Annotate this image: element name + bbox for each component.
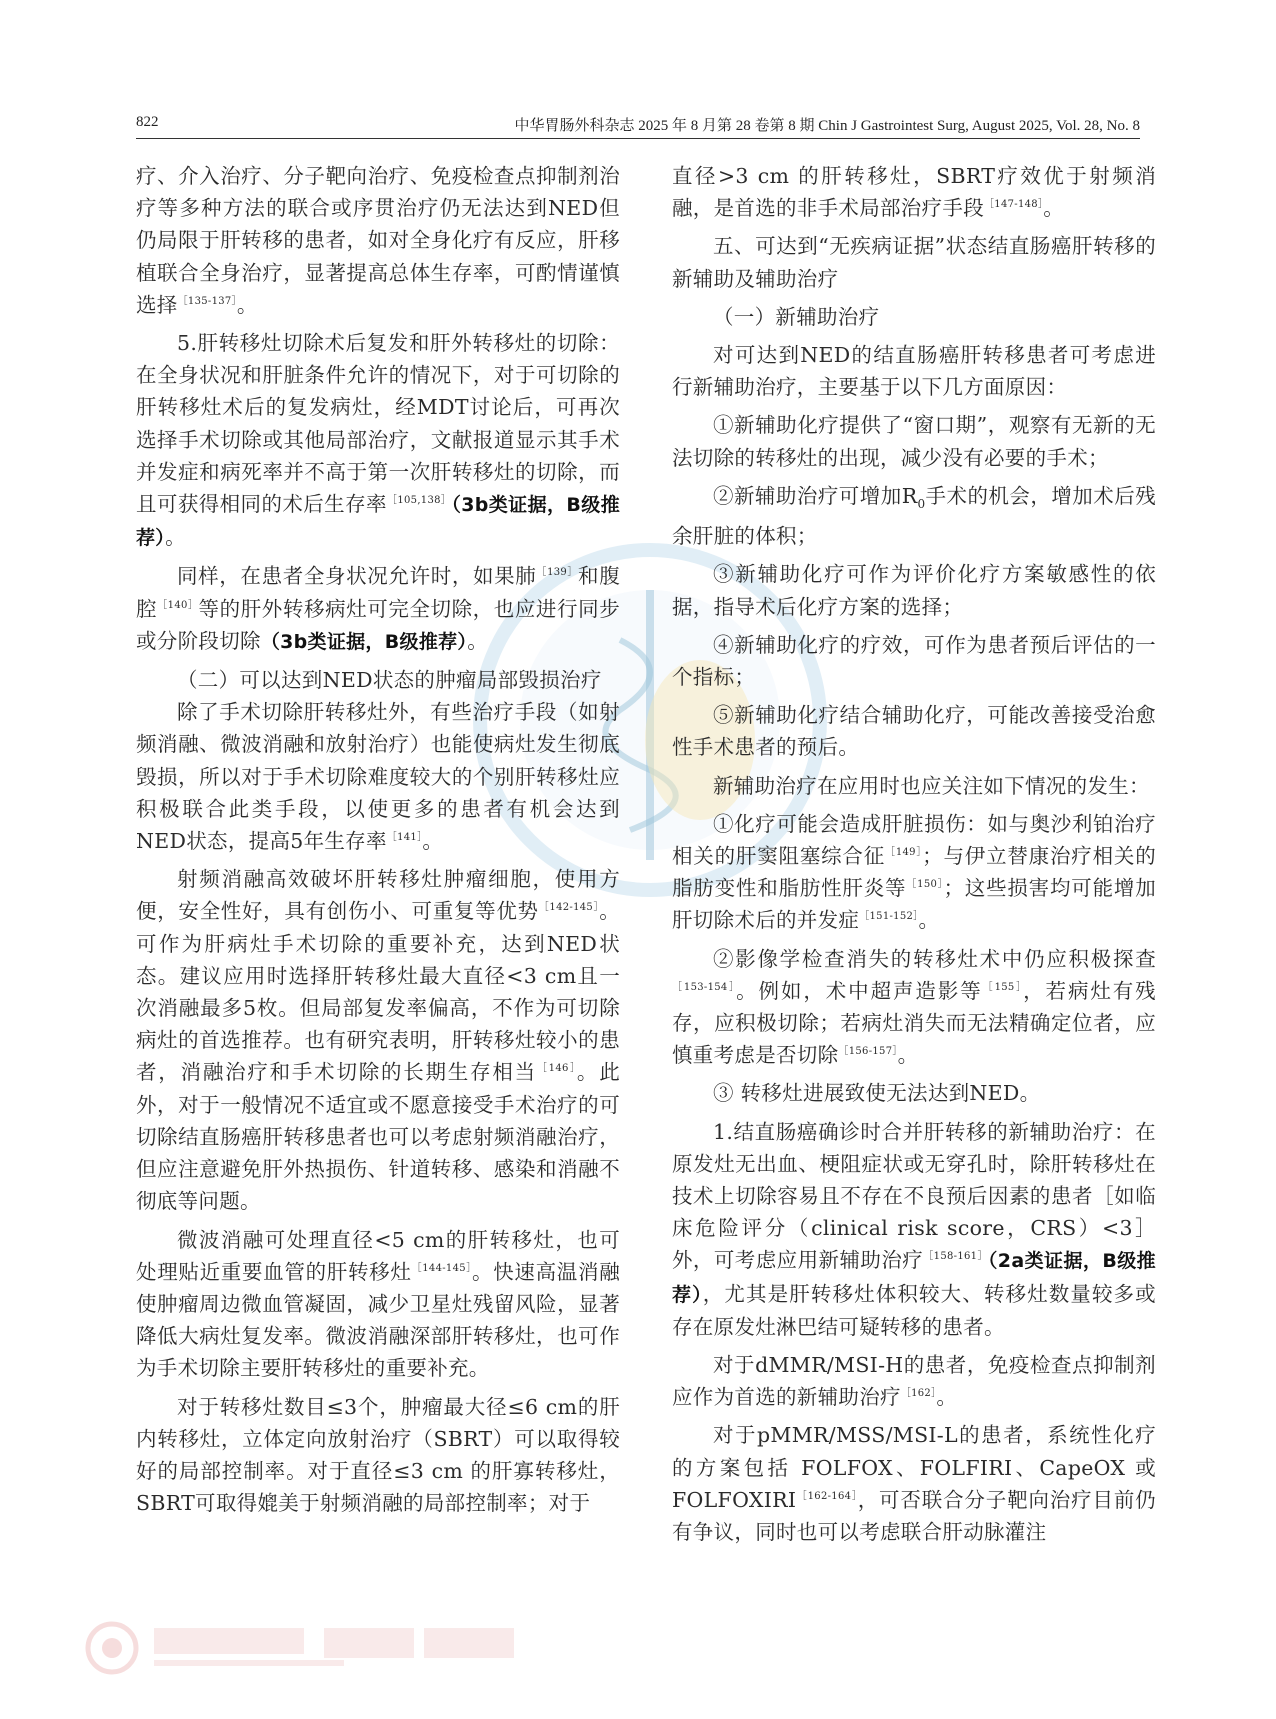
page-number: 822 <box>136 114 159 130</box>
paragraph: 1.结直肠癌确诊时合并肝转移的新辅助治疗：在原发灶无出血、梗阻症状或无穿孔时，除肝转移灶在技术上切除容易且不存在不良预后因素的患者［如临床危险评分（clinical risk score，CRS）<3］外，可考虑应用新辅助治疗$^{[158-161]}$（2a类证据，B级推荐），尤其是肝转移灶体积较大、转移灶数量较多或存在原发灶淋巴结可疑转移的患者。 <box>672 1119 1156 1339</box>
paragraph: 对于dMMR/MSI-H的患者，免疫检查点抑制剂应作为首选的新辅助治疗$^{[162]}$。 <box>672 1353 1156 1410</box>
left-column <box>136 160 620 1519</box>
list-item: ⑤新辅助化疗结合辅助化疗，可能改善接受治愈性手术患者的预后。 <box>672 703 1156 760</box>
running-header <box>136 110 1140 139</box>
list-item: ④新辅助化疗的疗效，可作为患者预后评估的一个指标； <box>672 632 1156 689</box>
paragraph: 疗、介入治疗、分子靶向治疗、免疫检查点抑制剂治疗等多种方法的联合或序贯治疗仍无法达到NED但仍局限于肝转移的患者，如对全身化疗有反应，肝移植联合全身治疗，显著提高总体生存率，可酌情谨慎选择$^{[135-137]}$。 <box>136 164 620 317</box>
paragraph: 对于转移灶数目≤3个，肿瘤最大径≤6 cm的肝内转移灶，立体定向放射治疗（SBRT）可以取得较好的局部控制率。对于直径≤3 cm 的肝寡转移灶，SBRT可取得媲美于射频消融的局部控制率；对于 <box>136 1394 620 1516</box>
paragraph: 微波消融可处理直径<5 cm的肝转移灶，也可处理贴近重要血管的肝转移灶$^{[144-145]}$。快速高温消融使肿瘤周边微血管凝固，减少卫星灶残留风险，显著降低大病灶复发率。微波消融深部肝转移灶，也可作为手术切除主要肝转移灶的重要补充。 <box>136 1227 620 1381</box>
paragraph: 对可达到NED的结直肠癌肝转移患者可考虑进行新辅助治疗，主要基于以下几方面原因： <box>672 343 1156 400</box>
section-heading: （二）可以达到NED状态的肿瘤局部毁损治疗 <box>177 668 602 693</box>
list-item: ③新辅助化疗可作为评价化疗方案敏感性的依据，指导术后化疗方案的选择； <box>672 562 1156 619</box>
evidence-level: （2a类证据，B级推荐） <box>672 1250 1156 1306</box>
subsection-heading: （一）新辅助治疗 <box>713 304 880 329</box>
paragraph: 新辅助治疗在应用时也应关注如下情况的发生： <box>713 773 1150 798</box>
paragraph: 直径>3 cm 的肝转移灶，SBRT疗效优于射频消融，是首选的非手术局部治疗手段$^{[147-148]}$。 <box>672 164 1156 221</box>
paragraph: 对于pMMR/MSS/MSI-L的患者，系统性化疗的方案包括 FOLFOX、FOLFIRI、CapeOX 或 $FOLFOXIRI^{[162-164]}$，可否联合分子靶向治疗目前仍有争议，同时也可以考虑联合肝动脉灌注 <box>672 1423 1156 1545</box>
evidence-level: （3b类证据，B级推荐） <box>260 630 468 653</box>
paragraph: 射频消融高效破坏肝转移灶肿瘤细胞，使用方便，安全性好，具有创伤小、可重复等优势$^{[142-145]}$。可作为肝病灶手术切除的重要补充，达到NED状态。建议应用时选择肝转移灶最大直径<3 cm且一次消融最多5枚。但局部复发率偏高，不作为可切除病灶的首选推荐。也有研究表明，肝转移灶较小的患者，消融治疗和手术切除的长期生存相当$^{[146]}$。此外，对于一般情况不适宜或不愿意接受手术治疗的可切除结直肠癌肝转移患者也可以考虑射频消融治疗，但应注意避免肝外热损伤、针道转移、感染和消融不彻底等问题。 <box>136 867 620 1214</box>
paragraph: 5.肝转移灶切除术后复发和肝外转移灶的切除：在全身状况和肝脏条件允许的情况下，对于可切除的肝转移灶术后的复发病灶，经MDT讨论后，可再次选择手术切除或其他局部治疗，文献报道显示其手术并发症和病死率并不高于第一次肝转移灶的切除，而且可获得相同的术后生存率$^{[105,138]}$（3b类证据，B级推荐）。 <box>136 331 620 550</box>
list-item: ③ 转移灶进展致使无法达到NED。 <box>713 1081 1041 1106</box>
evidence-level: （3b类证据，B级推荐） <box>136 494 620 550</box>
list-item: ①新辅助化疗提供了“窗口期”，观察有无新的无法切除的转移灶的出现，减少没有必要的手术； <box>672 413 1156 470</box>
right-column <box>672 160 1156 1548</box>
publisher-logo-icon <box>84 1618 604 1684</box>
section-heading: 五、可达到“无疾病证据”状态结直肠癌肝转移的新辅助及辅助治疗 <box>672 234 1156 291</box>
list-item: ①化疗可能会造成肝脏损伤：如与奥沙利铂治疗相关的肝窦阻塞综合征$^{[149]}$；与伊立替康治疗相关的脂肪变性和脂肪性肝炎等$^{[150]}$；这些损害均可能增加肝切除术后的并发症$^{[151-152]}$。 <box>672 811 1157 933</box>
paragraph: 除了手术切除肝转移灶外，有些治疗手段（如射频消融、微波消融和放射治疗）也能使病灶发生彻底毁损，所以对于手术切除难度较大的个别肝转移灶应积极联合此类手段，以使更多的患者有机会达到NED状态，提高5年生存率$^{[141]}$。 <box>136 700 620 854</box>
journal-citation: 中华胃肠外科杂志 2025 年 8 月第 28 卷第 8 期 Chin J Gastrointest Surg, August 2025, Vol. 28, No. 8 <box>514 118 1140 134</box>
list-item: ②影像学检查消失的转移灶术中仍应积极探查$^{[153-154]}$。例如，术中超声造影等$^{[155]}$，若病灶有残存，应积极切除；若病灶消失而无法精确定位者，应慎重考虑是否切除$^{[156-157]}$。 <box>672 946 1156 1068</box>
paragraph: 同样，在患者全身状况允许时，如果肺$^{[139]}$和腹腔$^{[140]}$等的肝外转移病灶可完全切除，也应进行同步或分阶段切除（3b类证据，B级推荐）。 <box>136 564 620 653</box>
list-item: ②新辅助治疗可增加$R_0$手术的机会，增加术后残余肝脏的体积； <box>672 483 1156 549</box>
